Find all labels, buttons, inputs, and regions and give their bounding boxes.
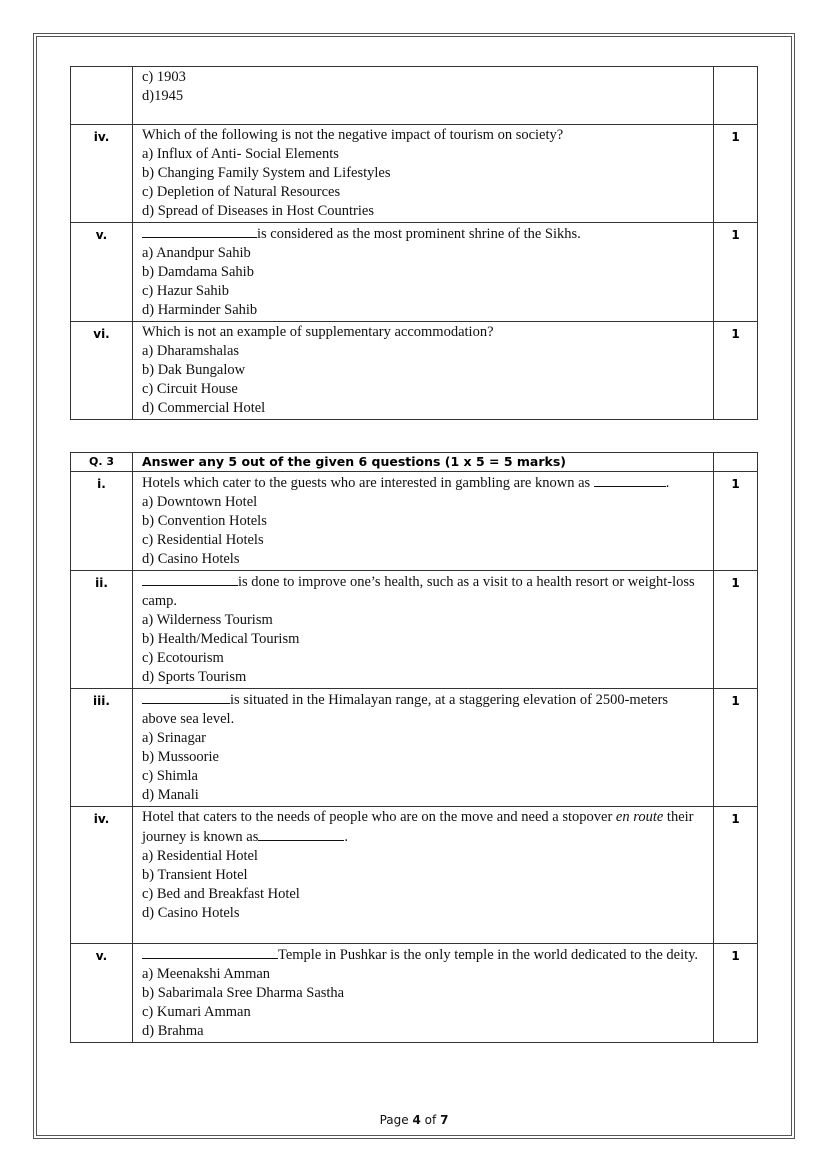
option: b) Damdama Sahib: [142, 264, 254, 280]
question-text: Hotel that caters to the needs of people who are on the move and need a stopover: [142, 809, 613, 825]
fill-blank: [594, 473, 666, 487]
question-text: Which is not an example of supplementary accommodation?: [142, 324, 494, 340]
question-text: Temple in Pushkar is the only temple in the world dedicated to the deity.: [278, 947, 699, 963]
question-content: [133, 322, 714, 420]
footer-of: of: [424, 1113, 437, 1127]
option: a) Downtown Hotel: [142, 494, 258, 510]
option: b) Mussoorie: [142, 749, 219, 765]
option: b) Convention Hotels: [142, 513, 267, 529]
question-marks: 1: [714, 944, 758, 1043]
table-row: [71, 944, 758, 1043]
fill-blank: [258, 827, 344, 841]
question-number: iv.: [71, 125, 133, 223]
question-number: iii.: [71, 689, 133, 807]
option: d) Casino Hotels: [142, 905, 240, 921]
option: c) Hazur Sahib: [142, 283, 229, 299]
option: d)1945: [142, 88, 184, 104]
table-row: [71, 67, 758, 125]
option: c) Depletion of Natural Resources: [142, 184, 341, 200]
question-content: [133, 125, 714, 223]
fill-blank: [142, 572, 238, 586]
option: a) Meenakshi Amman: [142, 966, 271, 982]
question-marks: 1: [714, 223, 758, 322]
question-marks: 1: [714, 689, 758, 807]
table-row: [71, 689, 758, 807]
footer-total-pages: 7: [440, 1113, 449, 1127]
question-content: [133, 689, 714, 807]
question-text: is considered as the most prominent shrine of the Sikhs.: [257, 226, 581, 242]
question-marks: 1: [714, 322, 758, 420]
table-row: [71, 223, 758, 322]
option: d) Manali: [142, 787, 199, 803]
question-number: v.: [71, 223, 133, 322]
question-content: [133, 223, 714, 322]
question-carryover: [133, 67, 714, 125]
section-header-row: [71, 453, 758, 472]
question-content: [133, 944, 714, 1043]
section-title: Answer any 5 out of the given 6 questions (1 x 5 = 5 marks): [133, 453, 714, 472]
option: a) Residential Hotel: [142, 848, 258, 864]
question-text: Which of the following is not the negative impact of tourism on society?: [142, 127, 564, 143]
question-number: iv.: [71, 807, 133, 944]
table-row: [71, 571, 758, 689]
option: a) Influx of Anti- Social Elements: [142, 146, 339, 162]
questions-table-section-2: [70, 66, 758, 420]
question-number: v.: [71, 944, 133, 1043]
option: d) Casino Hotels: [142, 551, 240, 567]
option: c) Ecotourism: [142, 650, 224, 666]
option: c) Residential Hotels: [142, 532, 264, 548]
table-row: [71, 125, 758, 223]
table-row: [71, 322, 758, 420]
footer-prefix: Page: [379, 1113, 409, 1127]
question-marks: 1: [714, 125, 758, 223]
page-footer: [0, 1113, 828, 1127]
option: c) Circuit House: [142, 381, 238, 397]
questions-table-section-3: [70, 452, 758, 1043]
option: d) Sports Tourism: [142, 669, 247, 685]
question-number: i.: [71, 472, 133, 571]
option: d) Commercial Hotel: [142, 400, 266, 416]
question-content: Hotel that caters to the needs of people who are on the move and need a stopover en route their journey is known as . a) Residential Hotel b) Transient Hotel c) Bed and Breakfast Hotel d) Casino Hotels: [133, 807, 714, 944]
option: c) 1903: [142, 69, 186, 85]
option: d) Spread of Diseases in Host Countries: [142, 203, 374, 219]
option: a) Dharamshalas: [142, 343, 240, 359]
question-content: [133, 571, 714, 689]
option: a) Srinagar: [142, 730, 207, 746]
option: c) Kumari Amman: [142, 1004, 251, 1020]
question-number: vi.: [71, 322, 133, 420]
option: c) Shimla: [142, 768, 198, 784]
table-row: [71, 472, 758, 571]
option: d) Harminder Sahib: [142, 302, 258, 318]
question-number: ii.: [71, 571, 133, 689]
question-marks: 1: [714, 472, 758, 571]
fill-blank: [142, 690, 230, 704]
fill-blank: [142, 945, 278, 959]
option: a) Wilderness Tourism: [142, 612, 273, 628]
option: b) Dak Bungalow: [142, 362, 246, 378]
option: c) Bed and Breakfast Hotel: [142, 886, 300, 902]
option: b) Sabarimala Sree Dharma Sastha: [142, 985, 345, 1001]
question-text: is situated in the Himalayan range, at a staggering elevation of 2500-meters above sea level.: [142, 692, 669, 727]
question-text: is done to improve one’s health, such as a visit to a health resort or weight-loss camp.: [142, 574, 695, 609]
fill-blank: [142, 224, 257, 238]
italic-text: en route: [615, 809, 664, 825]
option: b) Changing Family System and Lifestyles: [142, 165, 391, 181]
option: b) Health/Medical Tourism: [142, 631, 300, 647]
option: a) Anandpur Sahib: [142, 245, 251, 261]
question-marks: 1: [714, 571, 758, 689]
table-row: [71, 807, 758, 944]
question-text: Hotels which cater to the guests who are interested in gambling are known as: [142, 475, 591, 491]
option: b) Transient Hotel: [142, 867, 248, 883]
question-marks: 1: [714, 807, 758, 944]
question-content: Hotels which cater to the guests who are interested in gambling are known as . a) Downtown Hotel b) Convention Hotels c) Residential Hotels d) Casino Hotels: [133, 472, 714, 571]
option: d) Brahma: [142, 1023, 204, 1039]
section-number: Q. 3: [71, 453, 133, 472]
footer-page-number: 4: [412, 1113, 421, 1127]
